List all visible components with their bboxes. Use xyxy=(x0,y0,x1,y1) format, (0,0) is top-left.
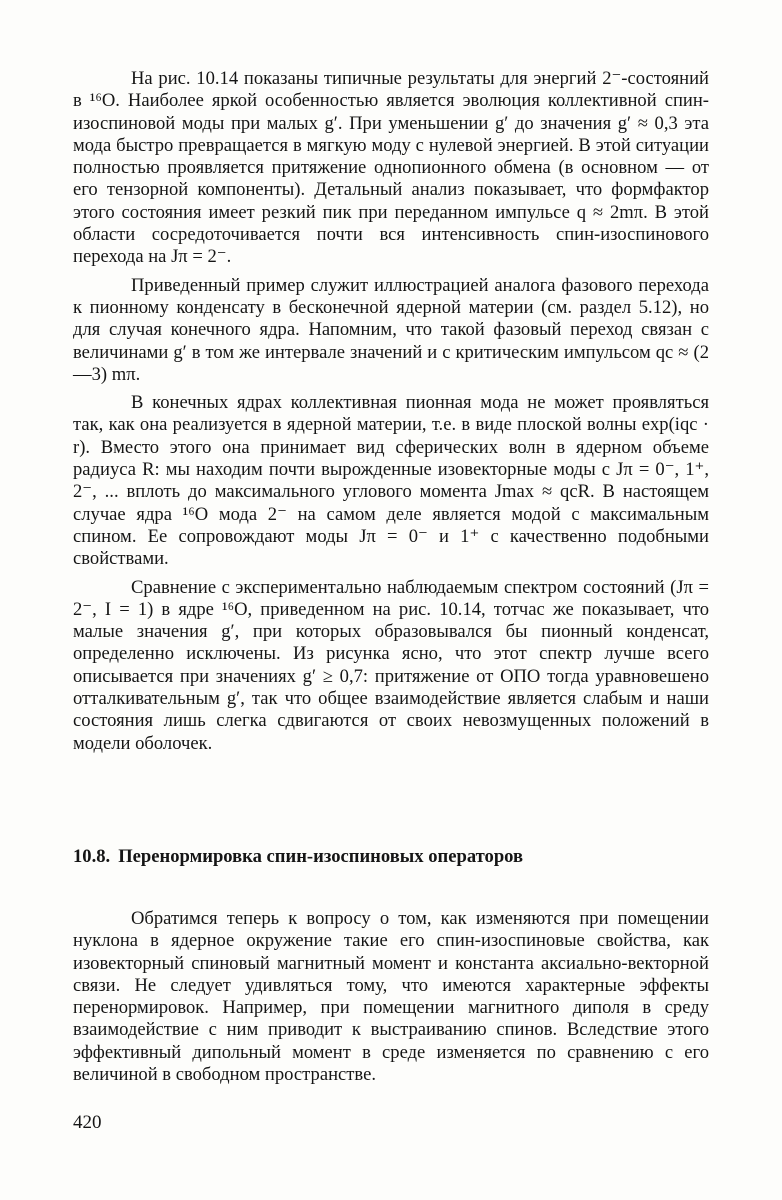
section-title: Перенормировка спин-изоспиновых операторов xyxy=(118,846,524,867)
paragraph: Сравнение с экспериментально наблюдаемым спектром состояний (Jπ = 2⁻, I = 1) в ядре ¹⁶O, приведенном на рис. 10.14, тотчас же показывает, что малые значения g′, при которых образовывался бы пионный конденсат, определенно исключены. Из рисунка ясно, что этот спектр лучше всего описывается при значениях g′ ≥ 0,7: притяжение от ОПО тогда уравновешено отталкивательным g′, так что общее взаимодействие является слабым и наши состояния лишь слегка сдвигаются от своих невозмущенных положений в модели оболочек. xyxy=(73,576,709,754)
paragraph: На рис. 10.14 показаны типичные результаты для энергий 2⁻-состояний в ¹⁶O. Наиболее яркой особенностью является эволюция коллективной спин-изоспиновой моды при малых g′. При уменьшении g′ до значения g′ ≈ 0,3 эта мода быстро превращается в мягкую моду с нулевой энергией. В этой ситуации полностью проявляется притяжение однопионного обмена (в основном — от его тензорной компоненты). Детальный анализ показывает, что формфактор этого состояния имеет резкий пик при переданном импульсе q ≈ 2mπ. В этой области сосредоточивается почти вся интенсивность спин-изоспинового перехода на Jπ = 2⁻. xyxy=(73,68,709,268)
section-heading xyxy=(73,846,709,868)
paragraph: Обратимся теперь к вопросу о том, как изменяются при помещении нуклона в ядерное окружение такие его спин-изоспиновые свойства, как изовекторный спиновый магнитный момент и константа аксиально-векторной связи. Не следует удивляться тому, что имеются характерные эффекты перенормировок. Например, при помещении магнитного диполя в среду взаимодействие с ним приводит к выстраиванию спинов. Вследствие этого эффективный дипольный момент в среде изменяется по сравнению с его величиной в свободном пространстве. xyxy=(73,908,709,1086)
section-number: 10.8. xyxy=(73,846,111,867)
paragraph: В конечных ядрах коллективная пионная мода не может проявляться так, как она реализуется в ядерной материи, т.е. в виде плоской волны exp(iqc · r). Вместо этого она принимает вид сферических волн в ядерном объеме радиуса R: мы находим почти вырожденные изовекторные моды с Jπ = 0⁻, 1⁺, 2⁻, ... вплоть до максимального углового момента Jmax ≈ qcR. В настоящем случае ядра ¹⁶O мода 2⁻ на самом деле является модой с максимальным спином. Ее сопровождают моды Jπ = 0⁻ и 1⁺ с качественно подобными свойствами. xyxy=(73,392,709,570)
section-text xyxy=(73,908,709,1086)
main-text xyxy=(73,68,709,755)
page-number: 420 xyxy=(73,1112,102,1133)
paragraph: Приведенный пример служит иллюстрацией аналога фазового перехода к пионному конденсату в бесконечной ядерной материи (см. раздел 5.12), но для случая конечного ядра. Напомним, что такой фазовый переход связан с величинами g′ в том же интервале значений и с критическим импульсом qc ≈ (2—3) mπ. xyxy=(73,274,709,385)
